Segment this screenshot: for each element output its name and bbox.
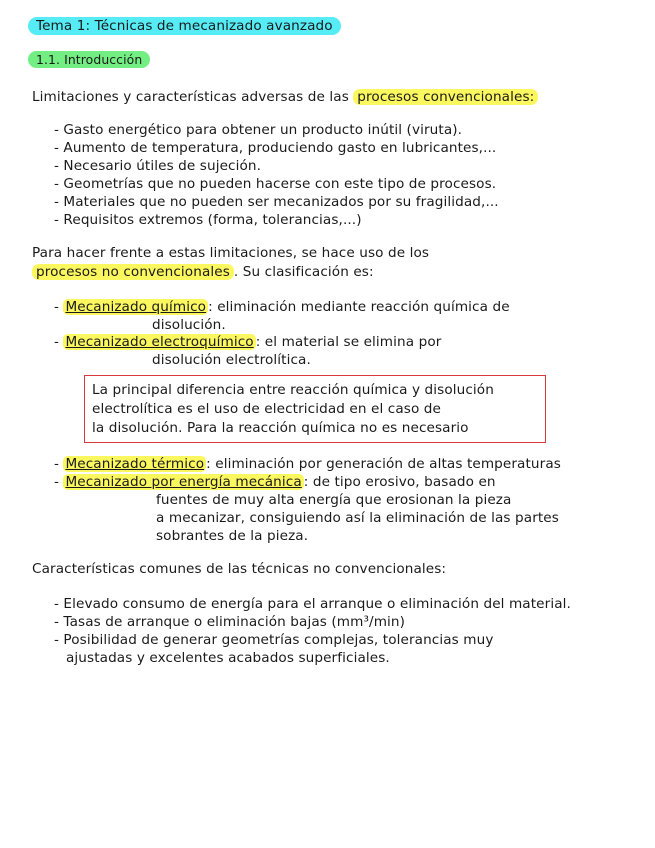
classification-item: - Mecanizado electroquímico : el material se elimina por: [54, 334, 442, 350]
item-term: Mecanizado por energía mecánica: [65, 474, 302, 490]
common-item: - Posibilidad de generar geometrías complejas, tolerancias muy: [54, 632, 494, 648]
limitations-intro: Limitaciones y características adversas de las procesos convencionales:: [32, 88, 538, 106]
classification-item: - Mecanizado térmico : eliminación por generación de altas temperaturas: [54, 456, 561, 472]
item-continuation: disolución.: [152, 317, 226, 333]
topic-title: Tema 1: Técnicas de mecanizado avanzado: [28, 17, 341, 35]
item-term: Mecanizado químico: [65, 299, 207, 315]
limitation-item: - Requisitos extremos (forma, tolerancias,...): [54, 212, 362, 228]
classification-intro-2: procesos no convencionales . Su clasificación es:: [32, 263, 374, 281]
item-continuation: sobrantes de la pieza.: [156, 528, 309, 544]
limitation-item: - Materiales que no pueden ser mecanizados por su fragilidad,...: [54, 194, 499, 210]
limitation-item: - Geometrías que no pueden hacerse con este tipo de procesos.: [54, 176, 497, 192]
conventional-processes-highlight: procesos convencionales:: [353, 89, 538, 105]
callout-line: la disolución. Para la reacción química no es necesario: [92, 420, 469, 436]
item-continuation: disolución electrolítica.: [152, 352, 311, 368]
limitation-item: - Gasto energético para obtener un producto inútil (viruta).: [54, 122, 463, 138]
common-characteristics-title: Características comunes de las técnicas no convencionales:: [32, 561, 447, 577]
common-item: - Tasas de arranque o eliminación bajas (mm³/min): [54, 614, 406, 630]
classification-item: - Mecanizado químico : eliminación mediante reacción química de: [54, 299, 510, 315]
common-item-continuation: ajustadas y excelentes acabados superficiales.: [66, 650, 390, 666]
limitation-item: - Necesario útiles de sujeción.: [54, 158, 262, 174]
common-item: - Elevado consumo de energía para el arranque o eliminación del material.: [54, 596, 571, 612]
classification-item: - Mecanizado por energía mecánica : de tipo erosivo, basado en: [54, 474, 496, 490]
item-term: Mecanizado electroquímico: [65, 334, 254, 350]
callout-line: La principal diferencia entre reacción química y disolución: [92, 382, 494, 398]
item-term: Mecanizado térmico: [65, 456, 205, 472]
non-conventional-highlight: procesos no convencionales: [32, 264, 234, 280]
item-continuation: fuentes de muy alta energía que erosionan la pieza: [156, 492, 512, 508]
classification-intro: Para hacer frente a estas limitaciones, se hace uso de los: [32, 245, 430, 261]
item-continuation: a mecanizar, consiguiendo así la eliminación de las partes: [156, 510, 559, 526]
callout-line: electrolítica es el uso de electricidad en el caso de: [92, 401, 441, 417]
limitation-item: - Aumento de temperatura, produciendo gasto en lubricantes,...: [54, 140, 497, 156]
section-title: 1.1. Introducción: [28, 51, 150, 68]
